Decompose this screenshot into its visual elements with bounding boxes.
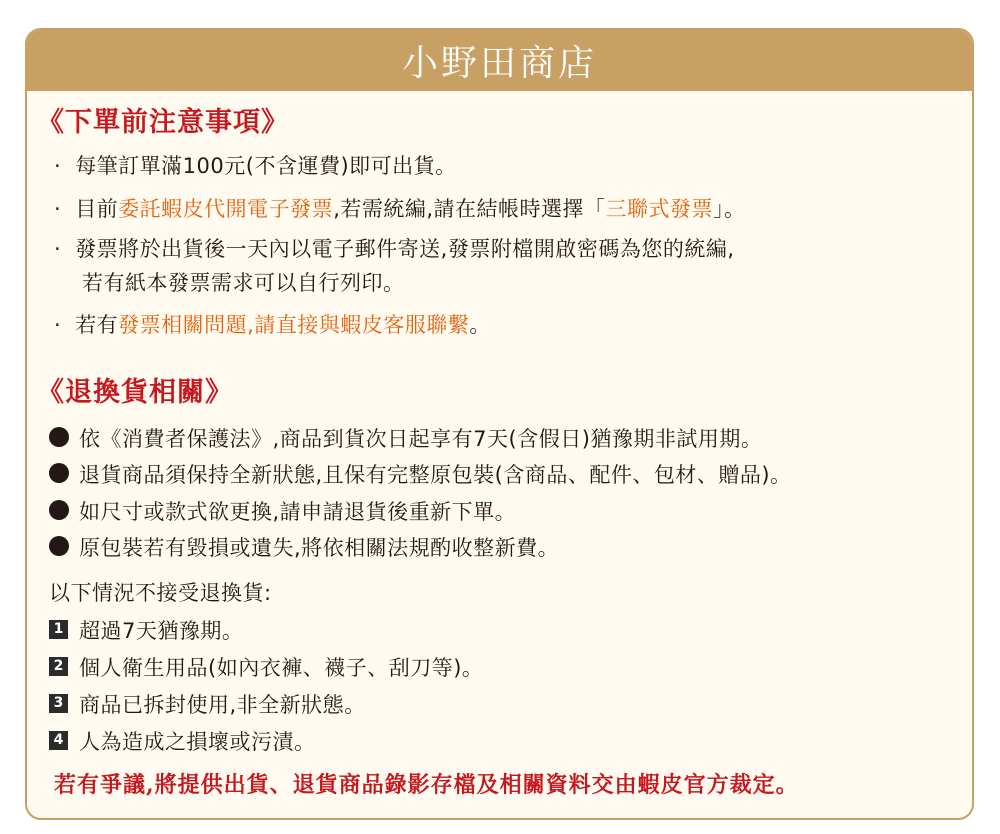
header-bar bbox=[27, 30, 972, 91]
exclusion-item-1: 超過7天猶豫期。 bbox=[79, 619, 244, 643]
exclusion-item-3: 商品已拆封使用,非全新狀態。 bbox=[79, 693, 366, 717]
bullet-dot: · bbox=[54, 237, 62, 261]
bullet-circle-icon bbox=[49, 500, 69, 520]
notice-line-4-b: 。 bbox=[469, 313, 491, 337]
notice-line-3-text: 發票將於出貨後一天內以電子郵件寄送,發票附檔開啟密碼為您的統編, bbox=[75, 237, 735, 261]
number-badge-4: 4 bbox=[49, 731, 68, 750]
bullet-dot: · bbox=[54, 154, 62, 178]
bullet-circle-icon bbox=[49, 536, 69, 556]
notice-line-2-a: 目前 bbox=[75, 197, 119, 221]
notice-line-4-a: 若有 bbox=[75, 313, 119, 337]
policy-card bbox=[25, 28, 974, 820]
dispute-footer: 若有爭議,將提供出貨、退貨商品錄影存檔及相關資料交由蝦皮官方裁定。 bbox=[54, 772, 799, 798]
returns-item-4: 原包裝若有毀損或遺失,將依相關法規酌收整新費。 bbox=[79, 536, 560, 560]
notice-line-2-b: ,若需統編,請在結帳時選擇「 bbox=[333, 197, 606, 221]
returns-section-title: 《退換貨相關》 bbox=[37, 377, 233, 408]
exclusion-item-4: 人為造成之損壞或污漬。 bbox=[79, 730, 316, 754]
notice-line-4 bbox=[54, 309, 491, 339]
notice-line-3 bbox=[54, 233, 735, 263]
exclusions-intro: 以下情況不接受退換貨: bbox=[49, 581, 272, 605]
returns-item-2: 退貨商品須保持全新狀態,且保有完整原包裝(含商品、配件、包材、贈品)。 bbox=[79, 463, 792, 487]
bullet-circle-icon bbox=[49, 463, 69, 483]
number-badge-1: 1 bbox=[49, 620, 68, 639]
shop-title: 小野田商店 bbox=[401, 43, 597, 84]
notice-highlight-triplicate: 三聯式發票 bbox=[605, 197, 714, 221]
bullet-circle-icon bbox=[49, 427, 69, 447]
returns-item-3: 如尺寸或款式欲更換,請申請退貨後重新下單。 bbox=[79, 500, 517, 524]
number-badge-3: 3 bbox=[49, 694, 68, 713]
notice-highlight-invoice: 委託蝦皮代開電子發票 bbox=[118, 197, 334, 221]
exclusion-item-2: 個人衛生用品(如內衣褲、襪子、刮刀等)。 bbox=[79, 656, 484, 680]
number-badge-2: 2 bbox=[49, 657, 68, 676]
notice-line-1 bbox=[54, 150, 457, 180]
notice-section-title: 《下單前注意事項》 bbox=[37, 107, 289, 138]
notice-line-2-c: 」。 bbox=[713, 197, 746, 221]
bullet-dot: · bbox=[54, 197, 62, 221]
notice-highlight-support: 發票相關問題,請直接與蝦皮客服聯繫 bbox=[118, 313, 470, 337]
notice-line-1-text: 每筆訂單滿100元(不含運費)即可出貨。 bbox=[75, 154, 457, 178]
notice-line-3-cont: 若有紙本發票需求可以自行列印。 bbox=[82, 271, 405, 295]
notice-line-2 bbox=[54, 193, 746, 223]
returns-item-1: 依《消費者保護法》,商品到貨次日起享有7天(含假日)猶豫期非試用期。 bbox=[79, 427, 763, 451]
bullet-dot: · bbox=[54, 313, 62, 337]
